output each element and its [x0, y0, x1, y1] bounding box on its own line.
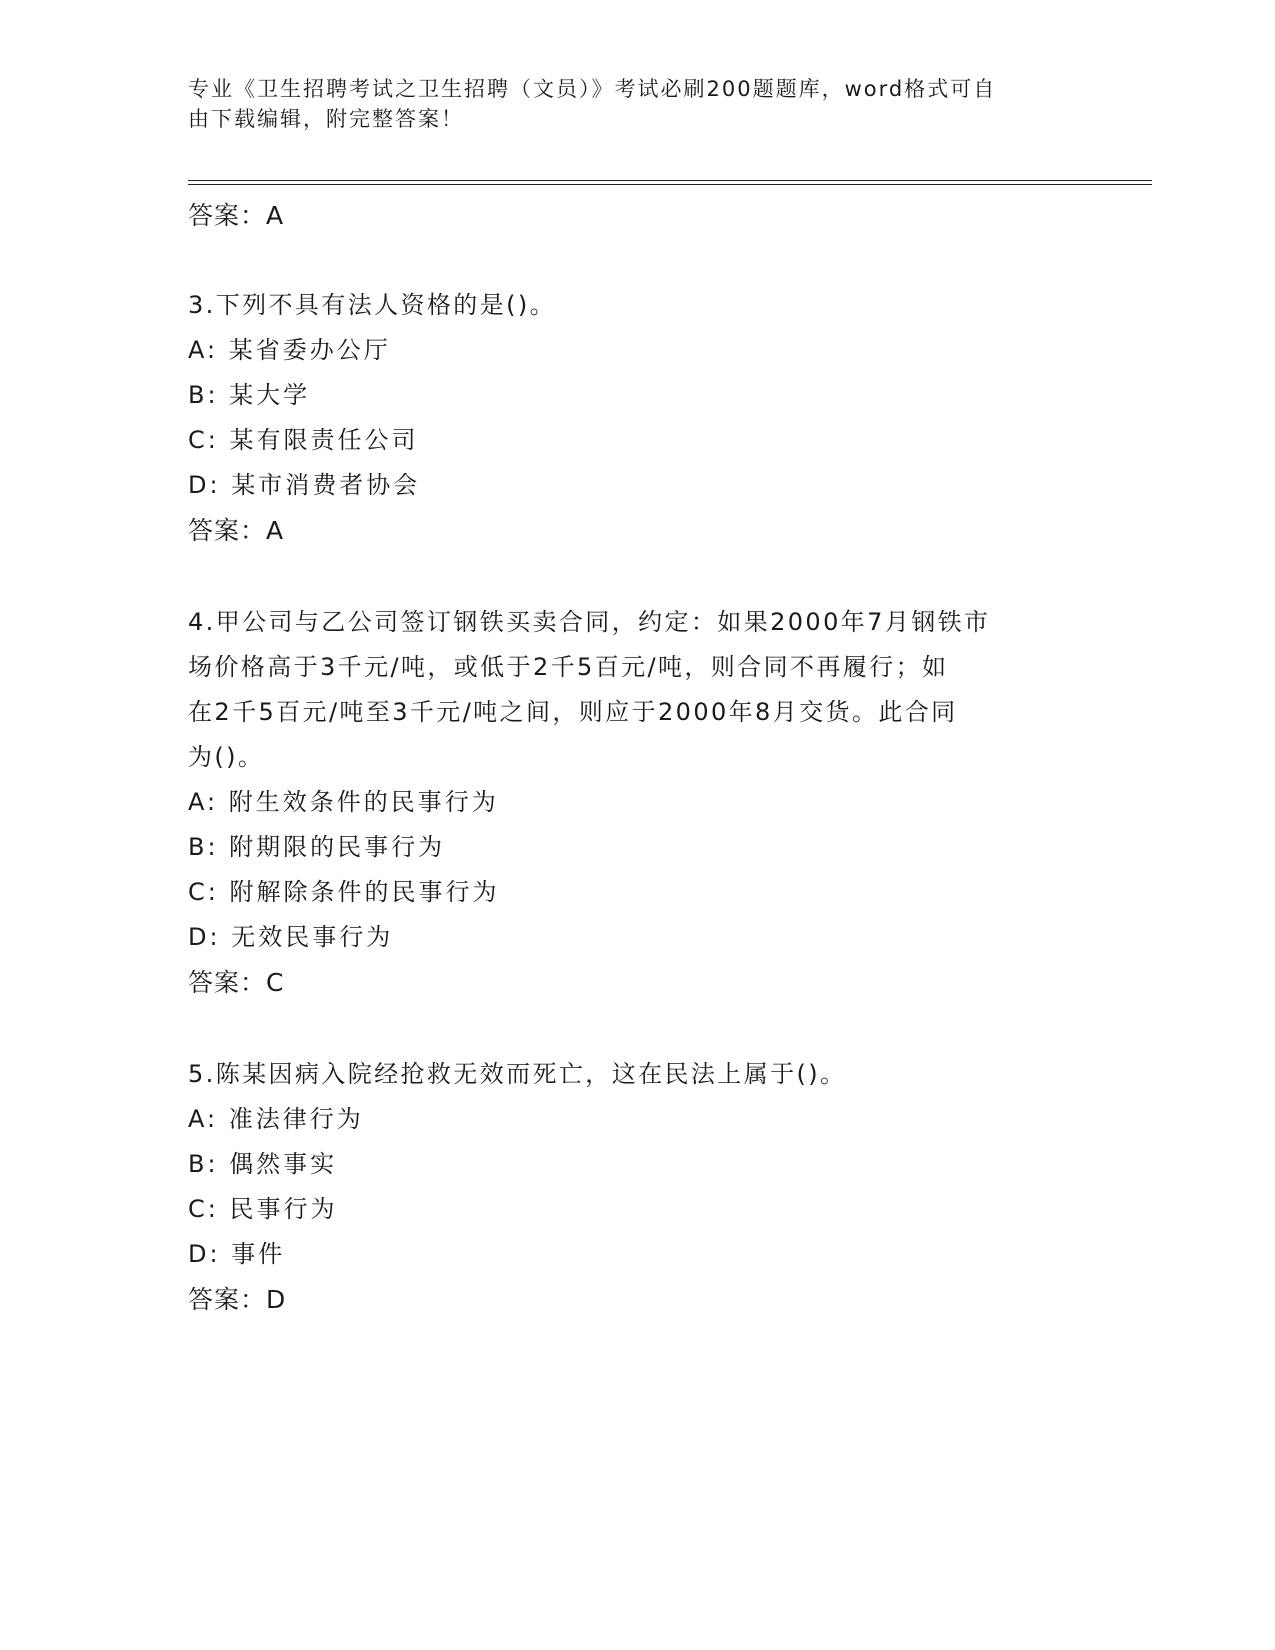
document-body [188, 193, 1088, 1322]
option-d: D: 无效民事行为 [188, 923, 394, 951]
question-stem: 3.下列不具有法人资格的是()。 [188, 291, 557, 319]
header-line-1: 专业《卫生招聘考试之卫生招聘（文员）》考试必刷200题题库，word格式可自 [188, 77, 997, 101]
option-b: B: 某大学 [188, 381, 311, 409]
header-divider-bottom [188, 184, 1152, 185]
option-a: A: 准法律行为 [188, 1105, 364, 1133]
option-c: C: 民事行为 [188, 1195, 338, 1223]
question-stem: 5.陈某因病入院经抢救无效而死亡，这在民法上属于()。 [188, 1060, 847, 1088]
question-stem: 在2千5百元/吨至3千元/吨之间，则应于2000年8月交货。此合同 [188, 698, 958, 726]
answer-line: 答案：A [188, 516, 285, 545]
answer-line: 答案：C [188, 968, 285, 997]
answer-line: 答案：D [188, 1285, 287, 1314]
option-a: A: 附生效条件的民事行为 [188, 788, 499, 816]
answer-line: 答案：A [188, 201, 285, 230]
question-stem: 场价格高于3千元/吨，或低于2千5百元/吨，则合同不再履行；如 [188, 653, 949, 681]
question-stem: 为()。 [188, 743, 265, 771]
option-b: B: 附期限的民事行为 [188, 833, 446, 861]
document-header [188, 74, 1068, 134]
header-divider-top [188, 180, 1152, 181]
option-a: A: 某省委办公厅 [188, 336, 391, 364]
question-stem: 4.甲公司与乙公司签订钢铁买卖合同，约定：如果2000年7月钢铁市 [188, 608, 991, 636]
option-c: C: 附解除条件的民事行为 [188, 878, 500, 906]
question-3 [188, 283, 1088, 553]
question-5 [188, 1052, 1088, 1322]
question-4 [188, 600, 1088, 1005]
option-c: C: 某有限责任公司 [188, 426, 419, 454]
option-d: D: 某市消费者协会 [188, 471, 421, 499]
header-line-2: 由下载编辑，附完整答案！ [188, 107, 464, 131]
option-b: B: 偶然事实 [188, 1150, 338, 1178]
option-d: D: 事件 [188, 1240, 286, 1268]
